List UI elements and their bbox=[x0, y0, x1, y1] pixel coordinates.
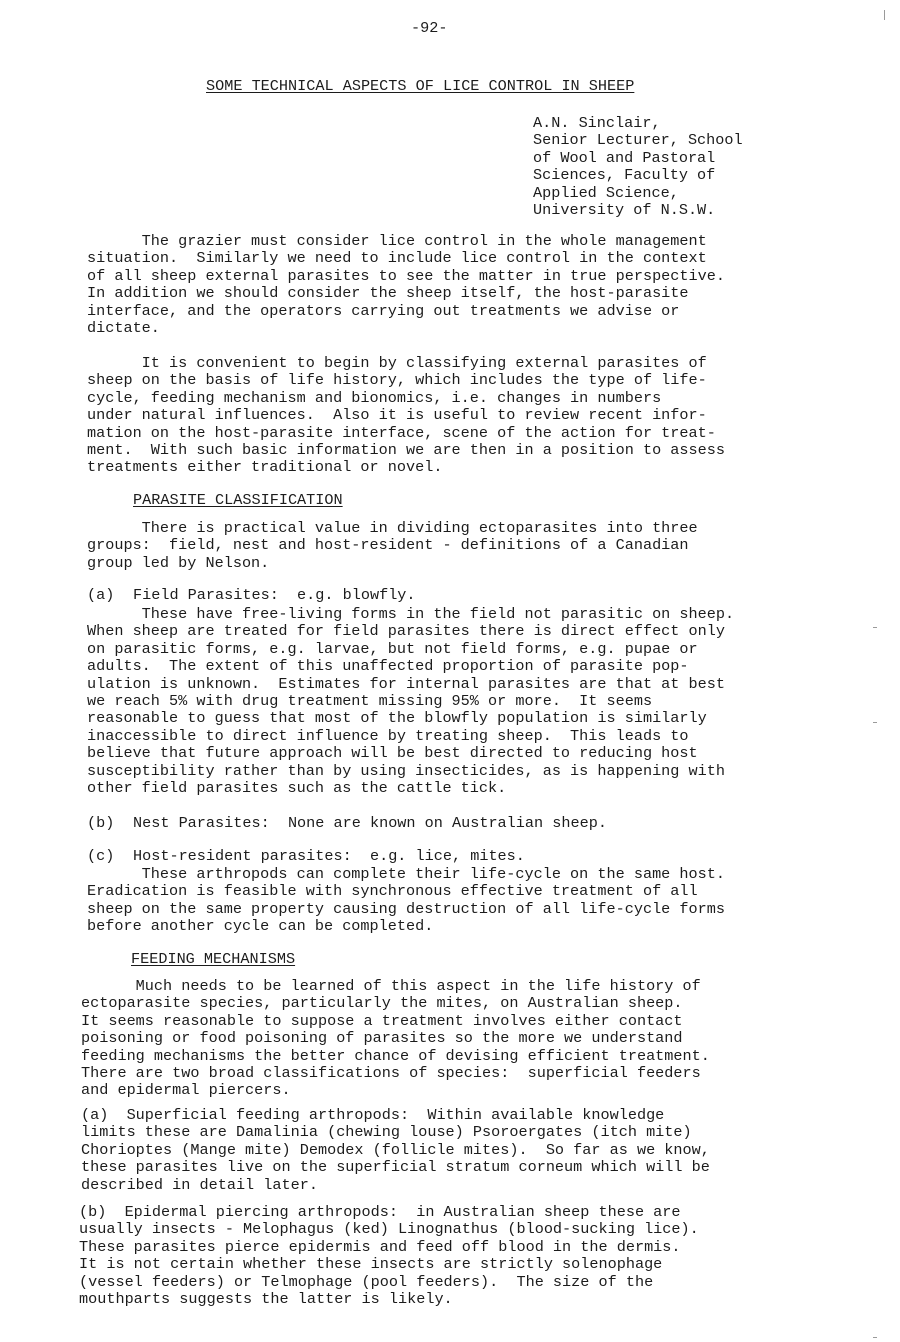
text-line: These have free-living forms in the field not parasitic on sheep. bbox=[87, 605, 735, 623]
text-line: before another cycle can be completed. bbox=[87, 917, 434, 936]
text-line: sheep on the basis of life history, which includes the type of life- bbox=[87, 371, 707, 390]
author-line: University of N.S.W. bbox=[533, 201, 716, 219]
text-line: groups: field, nest and host-resident - definitions of a Canadian bbox=[87, 536, 689, 555]
text-line: inaccessible to direct influence by treating sheep. This leads to bbox=[87, 726, 689, 745]
nest-parasites-title: Nest Parasites: None are known on Australian sheep. bbox=[133, 814, 607, 832]
author-line: A.N. Sinclair, bbox=[533, 114, 661, 132]
text-line: mation on the host-parasite interface, scene of the action for treat- bbox=[87, 423, 716, 442]
text-line: adults. The extent of this unaffected proportion of parasite pop- bbox=[87, 657, 689, 676]
field-parasites-title: Field Parasites: e.g. blowfly. bbox=[133, 586, 416, 604]
author-line: Senior Lecturer, School bbox=[533, 131, 743, 150]
text-line: (a) Superficial feeding arthropods: Within available knowledge bbox=[81, 1106, 665, 1124]
text-line: It seems reasonable to suppose a treatment involves either contact bbox=[81, 1011, 683, 1030]
text-line: Much needs to be learned of this aspect in the life history of bbox=[81, 977, 701, 995]
text-line: limits these are Damalinia (chewing louse) Psoroergates (itch mite) bbox=[81, 1123, 692, 1142]
text-line: other field parasites such as the cattle tick. bbox=[87, 779, 507, 797]
text-line: group led by Nelson. bbox=[87, 553, 270, 572]
item-label-c: (c) bbox=[87, 847, 115, 865]
text-line: In addition we should consider the sheep itself, the host-parasite bbox=[87, 284, 689, 303]
text-line: These arthropods can complete their life-cycle on the same host. bbox=[87, 865, 725, 883]
scan-mark bbox=[884, 10, 885, 20]
author-line: of Wool and Pastoral bbox=[533, 148, 716, 167]
paper-title: SOME TECHNICAL ASPECTS OF LICE CONTROL IN SHEEP bbox=[206, 77, 635, 95]
text-line: and epidermal piercers. bbox=[81, 1081, 291, 1100]
text-line: The grazier must consider lice control in the whole management bbox=[87, 232, 707, 250]
text-line: cycle, feeding mechanism and bionomics, i.e. changes in numbers bbox=[87, 388, 662, 407]
text-line: mouthparts suggests the latter is likely. bbox=[79, 1290, 453, 1308]
text-line: There are two broad classifications of species: superficial feeders bbox=[81, 1064, 701, 1082]
text-line: of all sheep external parasites to see the matter in true perspective. bbox=[87, 266, 725, 285]
scan-mark bbox=[873, 722, 877, 723]
item-label-a: (a) bbox=[87, 586, 115, 604]
text-line: (vessel feeders) or Telmophage (pool feeders). The size of the bbox=[79, 1272, 654, 1291]
scan-mark bbox=[873, 627, 877, 628]
text-line: believe that future approach will be best directed to reducing host bbox=[87, 744, 698, 763]
text-line: susceptibility rather than by using insecticides, as is happening with bbox=[87, 761, 725, 780]
text-line: ment. With such basic information we are then in a position to assess bbox=[87, 441, 725, 459]
text-line: we reach 5% with drug treatment missing 95% or more. It seems bbox=[87, 692, 653, 710]
text-line: dictate. bbox=[87, 319, 160, 337]
text-line: described in detail later. bbox=[81, 1175, 318, 1194]
text-line: ulation is unknown. Estimates for internal parasites are that at best bbox=[87, 674, 725, 693]
text-line: situation. Similarly we need to include lice control in the context bbox=[87, 249, 707, 268]
text-line: It is convenient to begin by classifying external parasites of bbox=[87, 354, 707, 372]
text-line: sheep on the same property causing destruction of all life-cycle forms bbox=[87, 899, 725, 918]
text-line: When sheep are treated for field parasites there is direct effect only bbox=[87, 622, 725, 641]
text-line: (b) Epidermal piercing arthropods: in Australian sheep these are bbox=[79, 1203, 681, 1221]
text-line: poisoning or food poisoning of parasites so the more we understand bbox=[81, 1029, 683, 1048]
text-line: usually insects - Melophagus (ked) Linognathus (blood-sucking lice). bbox=[79, 1220, 699, 1239]
text-line: these parasites live on the superficial stratum corneum which will be bbox=[81, 1158, 710, 1177]
text-line: under natural influences. Also it is useful to review recent infor- bbox=[87, 406, 707, 425]
author-line: Applied Science, bbox=[533, 183, 679, 202]
text-line: ectoparasite species, particularly the mites, on Australian sheep. bbox=[81, 994, 683, 1013]
text-line: on parasitic forms, e.g. larvae, but not field forms, e.g. pupae or bbox=[87, 639, 698, 658]
text-line: feeding mechanisms the better chance of devising efficient treatment. bbox=[81, 1046, 710, 1065]
scan-mark bbox=[873, 1337, 877, 1338]
page-number: -92- bbox=[411, 19, 448, 37]
section-heading-parasite-classification: PARASITE CLASSIFICATION bbox=[133, 491, 343, 509]
text-line: It is not certain whether these insects are strictly solenophage bbox=[79, 1255, 663, 1274]
text-line: These parasites pierce epidermis and feed off blood in the dermis. bbox=[79, 1237, 681, 1256]
item-label-b: (b) bbox=[87, 814, 115, 832]
text-line: treatments either traditional or novel. bbox=[87, 458, 443, 477]
author-line: Sciences, Faculty of bbox=[533, 166, 716, 185]
text-line: There is practical value in dividing ectoparasites into three bbox=[87, 519, 698, 537]
host-resident-title: Host-resident parasites: e.g. lice, mites. bbox=[133, 847, 525, 865]
text-line: reasonable to guess that most of the blowfly population is similarly bbox=[87, 709, 707, 728]
section-heading-feeding-mechanisms: FEEDING MECHANISMS bbox=[131, 950, 296, 968]
text-line: Chorioptes (Mange mite) Demodex (follicle mites). So far as we know, bbox=[81, 1140, 710, 1159]
text-line: interface, and the operators carrying out treatments we advise or bbox=[87, 301, 680, 320]
text-line: Eradication is feasible with synchronous effective treatment of all bbox=[87, 882, 698, 901]
